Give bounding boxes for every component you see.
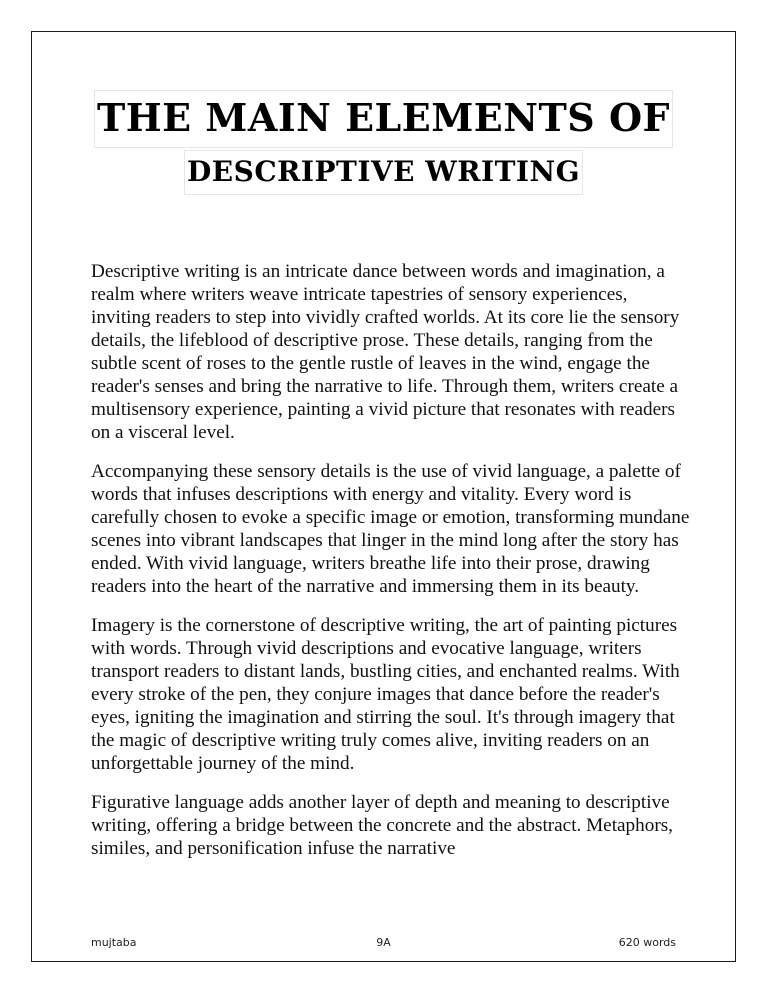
paragraph: Imagery is the cornerstone of descriptive writing, the art of painting pictures with words. Through vivid descriptions and evocative language, writers transport readers to distant lands, bustling cities, and enchanted realms. With every stroke of the pen, they conjure images that dance before the reader's eyes, igniting the imagination and stirring the soul. It's through imagery that the magic of descriptive writing truly comes alive, inviting readers on an unforgettable journey of the mind.: [91, 615, 680, 774]
paragraph: Descriptive writing is an intricate dance between words and imagination, a realm where writers weave intricate tapestries of sensory experiences, inviting readers to step into vividly crafted worlds. At its core lie the sensory details, the lifeblood of descriptive prose. These details, ranging from the subtle scent of roses to the gentle rustle of leaves in the wind, engage the reader's senses and bring the narrative to life. Through them, writers create a multisensory experience, painting a vivid picture that resonates with readers on a visceral level.: [91, 261, 680, 443]
page-frame: [31, 31, 736, 962]
paragraph: Figurative language adds another layer of depth and meaning to descriptive writing, offering a bridge between the concrete and the abstract. Metaphors, similes, and personification infuse the narrative: [91, 792, 673, 859]
body-text: [91, 260, 691, 876]
footer-class: 9A: [376, 936, 391, 949]
title-line-1: THE MAIN ELEMENTS OF: [94, 90, 673, 148]
footer-word-count: 620 words: [618, 936, 676, 949]
title-line-2: DESCRIPTIVE WRITING: [184, 150, 583, 195]
paragraph: Accompanying these sensory details is the use of vivid language, a palette of words that infuses descriptions with energy and vitality. Every word is carefully chosen to evoke a specific image or emotion, transforming mundane scenes into vibrant landscapes that linger in the mind long after the story has ended. With vivid language, writers breathe life into their prose, drawing readers into the heart of the narrative and immersing them in its beauty.: [91, 461, 690, 597]
page-title: [32, 90, 735, 195]
footer-author: mujtaba: [91, 936, 137, 949]
